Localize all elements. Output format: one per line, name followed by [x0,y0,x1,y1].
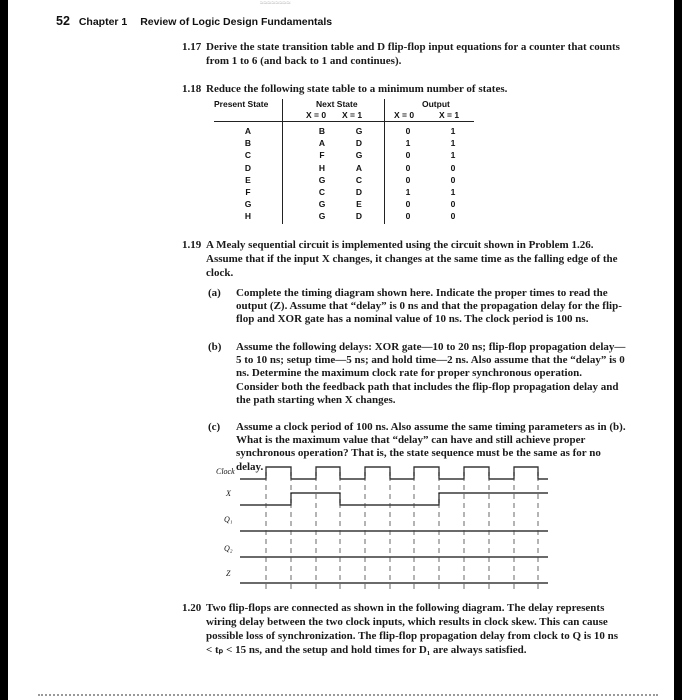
next-x0-cell: G [318,174,326,185]
part-text: Complete the timing diagram shown here. Indicate the proper times to read the output (Z). Assume that “delay” is 0 ns and that the propagation delay for the flip-flop and XOR gate has a nominal value of 10 ns. The clock period is 100 ns. [236,287,622,326]
next-x0-cell: B [318,126,326,136]
present-state-cell: D [244,162,252,173]
problem-text: A Mealy sequential circuit is implemented using the circuit shown in Problem 1.26. Assume that if the input X changes, it changes at the same time as the falling edge of the clock. [206,239,618,279]
header-out-x1: X = 1 [439,110,460,120]
next-x0-cell: A [318,138,326,149]
out-x1-cell: 1 [450,187,456,197]
out-x0-cell: 0 [405,162,411,173]
next-x1-cell: D [355,187,363,197]
signal-label-clock: Clock [216,467,235,476]
part-label: (a) [208,287,221,299]
present-state-cell: G [244,199,252,210]
problem-number: 1.17 [182,41,202,53]
next-x1-cell: E [356,199,362,210]
out-x0-cell: 0 [405,199,411,210]
part-label: (c) [208,421,221,433]
out-x0-cell: 0 [405,126,411,136]
part-text: Assume the following delays: XOR gate—10 to 20 ns; flip-flop propagation delay—5 to 10 ns; setup time—5 ns; and hold time—2 ns. Also assume that the “delay” is 0 ns. Determine the maximum clock rate for proper synchronous operation. Consider both the feedback path that includes the flip-flop propagation delay and the path starting when X changes. [236,341,626,406]
present-state-cell: B [244,138,252,149]
next-x0-cell: F [319,150,325,161]
problem-1-20 [182,601,624,657]
present-state-cell: H [244,211,252,222]
out-x1-cell: 1 [450,150,456,161]
x-waveform [240,493,548,505]
out-x1-cell: 1 [450,126,456,136]
header-present-state: Present State [214,99,269,109]
signal-label-x: X [226,489,231,498]
out-x1-cell: 0 [450,211,456,222]
signal-label-q1: Q₁ [224,515,233,524]
clock-waveform [240,467,548,479]
present-state-cell: F [245,187,251,197]
problem-number: 1.19 [182,239,202,251]
next-x0-cell: H [318,162,326,173]
problem-text: Two flip-flops are connected as shown in the following diagram. The delay represents wiring delay between the two clock inputs, which results in clock skew. This can cause possible loss of synchronization. The flip-flop propagation delay from clock to Q is 10 ns < tₚ < 15 ns, and the setup and hold times for D₁ are always satisfied. [206,602,619,656]
signal-label-z: Z [226,569,231,578]
signal-label-q2: Q₂ [224,544,233,553]
present-state-cell: C [244,150,252,161]
header-next-state: Next State [316,99,358,109]
out-x0-cell: 0 [405,211,411,222]
chapter-label: Chapter 1 [78,16,128,28]
problem-number: 1.20 [182,602,202,614]
out-x1-cell: 0 [450,174,456,185]
next-x1-cell: G [355,126,363,136]
next-x1-cell: D [355,211,363,222]
out-x0-cell: 0 [405,174,411,185]
next-x1-cell: C [355,174,363,185]
out-x1-cell: 0 [450,199,456,210]
timing-diagram [8,0,674,700]
part-label: (b) [208,341,222,353]
out-x1-cell: 1 [450,138,456,149]
next-x0-cell: G [318,199,326,210]
header-output: Output [422,99,450,109]
next-x0-cell: C [318,187,326,197]
out-x0-cell: 1 [405,187,411,197]
clock-edge-guides [266,467,538,590]
header-next-x0: X = 0 [306,110,327,120]
present-state-cell: E [245,174,251,185]
problem-text: Reduce the following state table to a minimum number of states. [206,83,508,95]
problem-text: Derive the state transition table and D flip-flop input equations for a counter that counts from 1 to 6 (and back to 1 and continues). [206,41,620,67]
textbook-page [8,0,674,700]
chapter-title: Review of Logic Design Fundamentals [140,16,333,28]
part-text: Assume a clock period of 100 ns. Also assume the same timing parameters as in (b). What is the maximum value that “delay” can have and still achieve proper synchronous operation? That is, the state sequence must be the same as for no delay. [236,421,626,473]
out-x1-cell: 0 [450,162,456,173]
header-out-x0: X = 0 [394,110,415,120]
header-next-x1: X = 1 [342,110,363,120]
out-x0-cell: 1 [405,138,411,149]
out-x0-cell: 0 [405,150,411,161]
next-x0-cell: G [318,211,326,222]
problem-number: 1.18 [182,83,202,95]
watermark: ≈≈≈≈≈≈≈≈ [260,0,291,7]
next-section-cutoff [38,694,658,700]
page-number: 52 [56,14,70,28]
next-x1-cell: G [355,150,363,161]
next-x1-cell: D [355,138,363,149]
present-state-cell: A [244,126,252,136]
next-x1-cell: A [355,162,363,173]
